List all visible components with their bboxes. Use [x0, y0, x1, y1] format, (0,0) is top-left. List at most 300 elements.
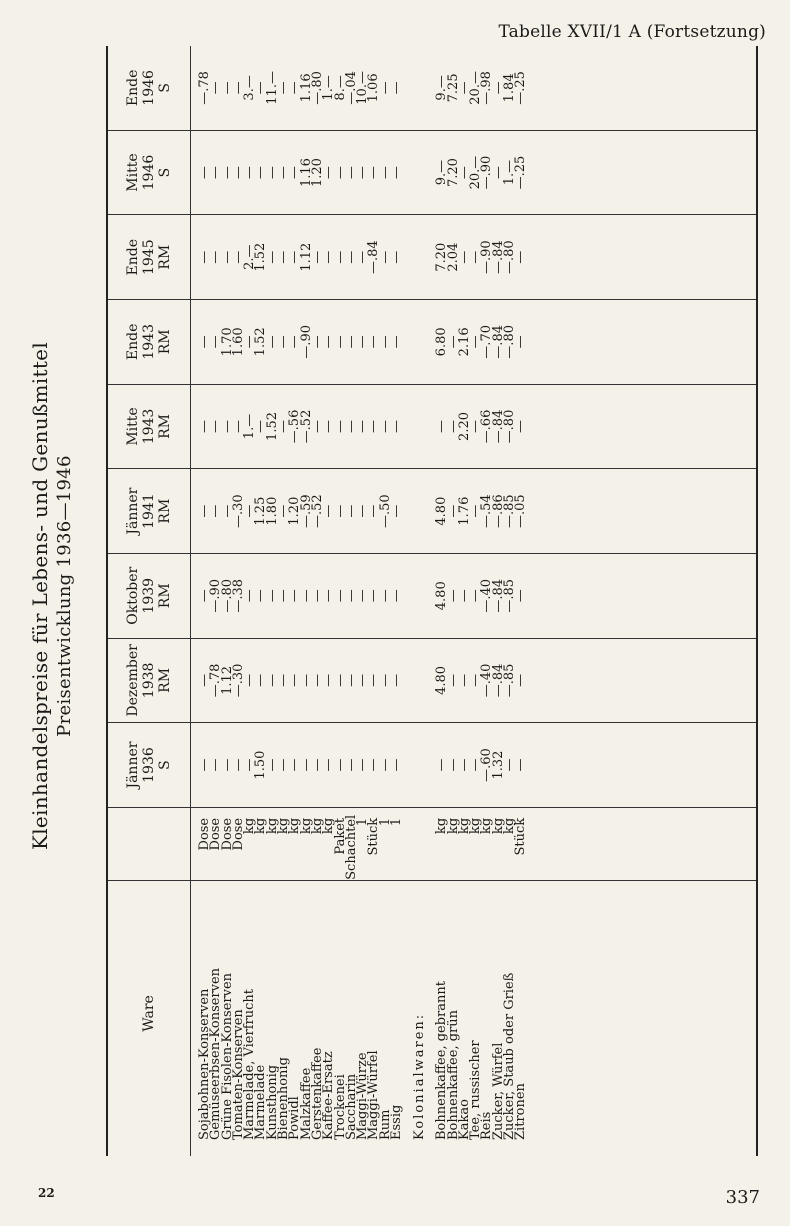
- value-list: [199, 46, 527, 130]
- table-title: Kleinhandelspreise für Lebens- und Genußmittel: [28, 341, 52, 851]
- price-cell: —: [287, 250, 303, 264]
- price-cell: —: [389, 758, 405, 772]
- value-column-6: [191, 215, 758, 300]
- price-cell: —: [197, 335, 212, 349]
- price-cell: —: [445, 673, 461, 687]
- header-ware: Ware: [107, 880, 191, 1156]
- price-cell: —: [366, 504, 382, 518]
- price-cell: —: [264, 758, 280, 772]
- price-cell: —: [468, 589, 484, 603]
- price-cell: —: [197, 419, 212, 433]
- price-cell: —.52: [309, 494, 325, 528]
- item-unit: Dose: [208, 817, 224, 851]
- price-cell: —: [343, 250, 359, 264]
- price-cell: —: [321, 758, 337, 772]
- price-cell: 1.06: [366, 73, 382, 103]
- price-cell: —: [468, 673, 484, 687]
- price-cell: —: [343, 335, 359, 349]
- price-cell: —: [219, 758, 235, 772]
- price-cell: —: [389, 81, 405, 95]
- price-cell: —.80: [502, 240, 518, 275]
- price-cell: —.40: [479, 578, 495, 613]
- price-cell: —: [242, 504, 258, 518]
- price-cell: 1.70: [219, 327, 235, 357]
- item-name: Gemüseerbsen-Konserven: [208, 967, 224, 1140]
- price-cell: —: [219, 504, 235, 518]
- price-cell: —: [253, 81, 269, 95]
- price-cell: —: [287, 589, 303, 603]
- price-cell: —: [230, 250, 246, 264]
- price-cell: —.80: [502, 325, 518, 359]
- price-cell: —: [219, 81, 235, 95]
- price-cell: —.84: [490, 409, 506, 444]
- price-cell: —: [456, 758, 472, 772]
- header-line: Mitte: [125, 407, 141, 446]
- price-cell: —: [377, 589, 393, 603]
- spacer: [402, 639, 413, 723]
- item-unit: kg: [456, 817, 472, 835]
- item-name: Saccharin: [343, 1073, 359, 1140]
- header-line: 1946: [141, 70, 157, 106]
- item-name: Sojabohnen-Konserven: [197, 988, 212, 1140]
- price-cell: —.05: [513, 494, 529, 528]
- price-cell: —.59: [298, 494, 314, 528]
- price-cell: —: [321, 673, 337, 687]
- price-cell: 1.25: [253, 496, 269, 526]
- item-name: Bienenhonig: [276, 1057, 292, 1140]
- price-cell: —: [456, 81, 472, 95]
- price-cell: —.66: [479, 409, 495, 444]
- item-unit: Dose: [230, 817, 246, 851]
- price-cell: —.84: [490, 663, 506, 698]
- price-cell: —.25: [513, 71, 529, 105]
- header-line: Jänner: [125, 741, 141, 789]
- value-list: [199, 723, 527, 807]
- price-cell: 1.20: [287, 496, 303, 526]
- item-unit: kg: [468, 817, 484, 835]
- price-cell: —: [377, 419, 393, 433]
- price-cell: 9.—: [434, 75, 450, 101]
- price-cell: —: [264, 250, 280, 264]
- header-col-3: [107, 469, 191, 554]
- header-line: RM: [157, 244, 173, 270]
- price-cell: —: [276, 419, 292, 433]
- price-cell: —: [253, 673, 269, 687]
- value-column-8: [191, 46, 758, 130]
- price-cell: —: [287, 166, 303, 180]
- item-unit: kg: [309, 817, 325, 835]
- price-cell: —: [242, 589, 258, 603]
- price-cell: —: [321, 419, 337, 433]
- price-cell: —: [389, 673, 405, 687]
- price-cell: —: [287, 335, 303, 349]
- price-cell: —.85: [502, 578, 518, 613]
- item-name: Gerstenkaffee: [309, 1047, 325, 1140]
- price-cell: —.70: [479, 325, 495, 359]
- price-cell: 9.—: [434, 159, 450, 186]
- header-col-8: [107, 46, 191, 130]
- header-line: RM: [157, 583, 173, 609]
- spacer: [402, 131, 413, 215]
- header-line: 1945: [141, 239, 157, 276]
- item-name: Bohnenkaffee, gebrannt: [434, 981, 450, 1140]
- price-cell: —: [343, 673, 359, 687]
- price-cell: —.30: [230, 494, 246, 528]
- price-cell: —: [242, 758, 258, 772]
- item-name: Kunsthonig: [264, 1064, 280, 1140]
- price-cell: —: [468, 758, 484, 772]
- price-cell: —: [287, 758, 303, 772]
- price-cell: 2.16: [456, 327, 472, 357]
- price-cell: —: [377, 81, 393, 95]
- spacer: [402, 808, 413, 880]
- price-cell: —: [298, 673, 314, 687]
- item-unit: Stück: [366, 817, 382, 856]
- price-cell: —: [366, 589, 382, 603]
- price-cell: —: [445, 589, 461, 603]
- price-cell: —: [355, 758, 371, 772]
- price-cell: —: [456, 166, 472, 180]
- header-line: Dezember: [125, 644, 141, 717]
- price-cell: —: [230, 758, 246, 772]
- price-cell: —: [264, 166, 280, 180]
- price-cell: 1.12: [219, 665, 235, 695]
- price-cell: —: [276, 758, 292, 772]
- price-cell: 1.20: [309, 158, 325, 188]
- header-col-6: [107, 215, 191, 300]
- price-cell: —: [309, 419, 325, 433]
- price-cell: —.78: [197, 71, 212, 105]
- price-cell: —: [309, 589, 325, 603]
- price-cell: —: [513, 419, 529, 433]
- item-unit: 1: [389, 817, 405, 827]
- price-cell: —: [389, 250, 405, 264]
- price-cell: 8.—: [332, 75, 348, 101]
- item-unit: kg: [321, 817, 337, 835]
- value-column-2: [191, 553, 758, 638]
- price-cell: —: [513, 673, 529, 687]
- item-unit: kg: [264, 817, 280, 835]
- price-cell: —: [513, 250, 529, 264]
- price-cell: —.80: [309, 71, 325, 105]
- spacer: [402, 723, 413, 807]
- header-col-2: [107, 553, 191, 638]
- unit-list: [199, 808, 527, 880]
- price-cell: —: [332, 250, 348, 264]
- item-unit: kg: [242, 817, 258, 835]
- price-cell: —: [264, 673, 280, 687]
- price-cell: —: [276, 81, 292, 95]
- price-cell: 1.—: [502, 159, 518, 186]
- item-unit: kg: [298, 817, 314, 835]
- price-cell: —: [197, 166, 212, 180]
- price-cell: —: [276, 589, 292, 603]
- price-cell: —: [253, 419, 269, 433]
- item-unit: kg: [287, 817, 303, 835]
- spacer: [414, 639, 425, 723]
- ware-list: [199, 881, 527, 1146]
- item-unit: 1: [355, 817, 371, 827]
- value-column-1: [191, 638, 758, 723]
- price-cell: —: [264, 589, 280, 603]
- price-cell: —: [197, 504, 212, 518]
- price-cell: —: [456, 250, 472, 264]
- header-line: S: [157, 83, 173, 93]
- header-line: RM: [157, 329, 173, 355]
- price-cell: —: [309, 758, 325, 772]
- table-subtitle: Preisentwicklung 1936—1946: [54, 455, 75, 737]
- item-unit: Dose: [197, 817, 212, 851]
- price-cell: —: [208, 250, 224, 264]
- header-col-5: [107, 300, 191, 385]
- spacer: [414, 723, 425, 807]
- price-cell: 1.52: [253, 327, 269, 357]
- price-cell: —: [343, 504, 359, 518]
- price-cell: —.84: [490, 325, 506, 359]
- price-cell: —.98: [479, 71, 495, 105]
- price-cell: —.30: [230, 663, 246, 698]
- spacer: [402, 385, 413, 469]
- table-caption: Tabelle XVII/1 A (Fortsetzung): [498, 22, 766, 42]
- item-unit: Stück: [513, 817, 529, 856]
- price-cell: 1.76: [456, 496, 472, 526]
- value-column-0: [191, 723, 758, 808]
- header-line: 1941: [141, 493, 157, 529]
- price-cell: —.80: [502, 409, 518, 444]
- price-cell: —.40: [479, 663, 495, 698]
- ware-column: [191, 880, 758, 1156]
- price-cell: 11.—: [264, 71, 280, 105]
- price-cell: —: [321, 589, 337, 603]
- header-line: 1943: [141, 408, 157, 445]
- item-name: Powidl: [287, 1096, 303, 1140]
- price-cell: —: [343, 419, 359, 433]
- price-cell: —: [208, 335, 224, 349]
- price-cell: —: [332, 419, 348, 433]
- price-cell: —: [309, 250, 325, 264]
- item-name: Zucker, Staub oder Grieß: [502, 972, 518, 1140]
- price-cell: 1.—: [242, 413, 258, 440]
- price-cell: —: [445, 504, 461, 518]
- header-line: 1938: [141, 662, 157, 699]
- spacer: [414, 215, 425, 299]
- item-unit: kg: [490, 817, 506, 835]
- price-cell: —: [502, 758, 518, 772]
- price-cell: —.54: [479, 494, 495, 528]
- price-cell: —: [230, 81, 246, 95]
- price-cell: —: [377, 166, 393, 180]
- price-cell: 2.20: [456, 412, 472, 441]
- header-col-4: [107, 384, 191, 469]
- price-cell: —: [276, 335, 292, 349]
- price-cell: —: [197, 589, 212, 603]
- price-cell: —: [366, 758, 382, 772]
- price-cell: —: [332, 166, 348, 180]
- price-cell: —: [343, 589, 359, 603]
- price-cell: —: [355, 589, 371, 603]
- value-list: [199, 385, 527, 469]
- spacer: [414, 554, 425, 638]
- value-column-4: [191, 384, 758, 469]
- price-cell: —.78: [208, 663, 224, 698]
- value-list: [199, 300, 527, 384]
- page-number: 337: [725, 1187, 760, 1208]
- price-cell: —: [242, 673, 258, 687]
- price-cell: —: [468, 335, 484, 349]
- price-cell: —: [253, 589, 269, 603]
- price-cell: —: [197, 673, 212, 687]
- price-cell: —.84: [490, 240, 506, 275]
- price-cell: —: [355, 504, 371, 518]
- price-cell: 1.84: [502, 73, 518, 103]
- price-cell: —: [276, 673, 292, 687]
- rotated-table-stage: [20, 36, 770, 1156]
- price-cell: —: [490, 166, 506, 180]
- price-cell: 6.80: [434, 327, 450, 357]
- price-cell: —.56: [287, 409, 303, 444]
- price-cell: —.84: [366, 240, 382, 275]
- price-cell: —.50: [377, 494, 393, 528]
- price-cell: —.25: [513, 155, 529, 190]
- item-unit: kg: [276, 817, 292, 835]
- header-line: RM: [157, 667, 173, 693]
- price-cell: —: [355, 250, 371, 264]
- price-cell: —: [208, 504, 224, 518]
- price-cell: —: [513, 758, 529, 772]
- price-cell: —: [445, 758, 461, 772]
- price-cell: —: [389, 504, 405, 518]
- price-cell: —: [208, 81, 224, 95]
- price-cell: 2.04: [445, 242, 461, 272]
- price-cell: —: [366, 419, 382, 433]
- header-line: 1946: [141, 154, 157, 191]
- price-cell: —: [242, 335, 258, 349]
- item-name: Reis: [479, 1111, 495, 1140]
- price-cell: 2.—: [242, 244, 258, 270]
- price-cell: —: [468, 504, 484, 518]
- price-cell: —: [321, 335, 337, 349]
- spacer: [414, 300, 425, 384]
- item-name: Malzkaffee: [298, 1067, 314, 1140]
- price-cell: 4.80: [434, 581, 450, 611]
- price-cell: —: [219, 419, 235, 433]
- header-col-1: [107, 638, 191, 723]
- price-cell: —: [490, 81, 506, 95]
- value-list: [199, 469, 527, 553]
- body-row: [191, 46, 758, 1156]
- price-cell: —: [242, 166, 258, 180]
- price-cell: —: [468, 250, 484, 264]
- spacer: [414, 131, 425, 215]
- header-line: Mitte: [125, 153, 141, 192]
- item-name: Zucker, Würfel: [490, 1042, 506, 1140]
- price-cell: —.90: [298, 325, 314, 359]
- value-list: [199, 554, 527, 638]
- price-cell: —: [377, 758, 393, 772]
- item-unit: kg: [502, 817, 518, 835]
- price-cell: —: [513, 589, 529, 603]
- price-cell: —: [208, 419, 224, 433]
- price-cell: 1.32: [490, 750, 506, 780]
- item-name: Maggi-Würze: [355, 1052, 371, 1140]
- header-unit: [107, 807, 191, 880]
- item-unit: kg: [445, 817, 461, 835]
- spacer: [402, 300, 413, 384]
- price-cell: —: [456, 589, 472, 603]
- price-cell: 1.52: [253, 242, 269, 272]
- header-row: [107, 46, 191, 1156]
- price-cell: —: [355, 166, 371, 180]
- item-name: Rum: [377, 1109, 393, 1140]
- price-cell: 1.52: [264, 412, 280, 441]
- price-cell: 7.25: [445, 73, 461, 103]
- price-cell: —: [445, 335, 461, 349]
- price-cell: —.60: [479, 748, 495, 782]
- header-col-0: [107, 723, 191, 808]
- price-cell: —: [287, 81, 303, 95]
- page-signature: 22: [38, 1186, 55, 1200]
- price-cell: 1.—: [321, 75, 337, 101]
- section-label: Kolonialwaren:: [411, 1012, 427, 1140]
- price-cell: —: [366, 673, 382, 687]
- price-cell: —: [355, 673, 371, 687]
- item-name: Marmelade, Vierfrucht: [242, 989, 258, 1140]
- price-cell: —.04: [343, 71, 359, 105]
- spacer: [402, 469, 413, 553]
- price-cell: —: [264, 335, 280, 349]
- item-name: Zitronen: [513, 1083, 529, 1140]
- item-unit: kg: [434, 817, 450, 835]
- price-cell: —: [219, 250, 235, 264]
- price-cell: —.86: [490, 494, 506, 528]
- price-cell: 3.—: [242, 75, 258, 101]
- price-cell: 1.80: [264, 496, 280, 526]
- spacer: [414, 385, 425, 469]
- price-cell: —.52: [298, 409, 314, 444]
- header-line: S: [157, 760, 173, 770]
- price-cell: —.90: [479, 155, 495, 190]
- price-cell: —: [253, 166, 269, 180]
- price-cell: —: [513, 335, 529, 349]
- price-cell: 1.12: [298, 242, 314, 272]
- price-cell: —: [276, 504, 292, 518]
- spacer: [402, 554, 413, 638]
- item-name: Tomaten-Konserven: [230, 1009, 246, 1140]
- spacer: [414, 808, 425, 880]
- header-line: Ende: [125, 323, 141, 361]
- value-list: [199, 639, 527, 723]
- price-cell: 4.80: [434, 665, 450, 695]
- price-cell: —: [276, 166, 292, 180]
- item-unit: 1: [377, 817, 393, 827]
- price-cell: —: [197, 250, 212, 264]
- item-name: Essig: [389, 1104, 405, 1140]
- price-cell: 1.60: [230, 327, 246, 357]
- price-cell: —: [377, 335, 393, 349]
- price-cell: 10.—: [355, 71, 371, 105]
- item-name: Maggi-Würfel: [366, 1050, 382, 1140]
- price-cell: 7.20: [434, 242, 450, 272]
- item-name: Bohnenkaffee, grün: [445, 1010, 461, 1140]
- price-cell: 1.16: [298, 158, 314, 188]
- price-cell: —: [219, 166, 235, 180]
- header-line: RM: [157, 414, 173, 439]
- price-cell: —: [355, 419, 371, 433]
- price-cell: —: [343, 758, 359, 772]
- header-line: 1936: [141, 747, 157, 783]
- price-cell: —: [208, 166, 224, 180]
- price-cell: —: [468, 419, 484, 433]
